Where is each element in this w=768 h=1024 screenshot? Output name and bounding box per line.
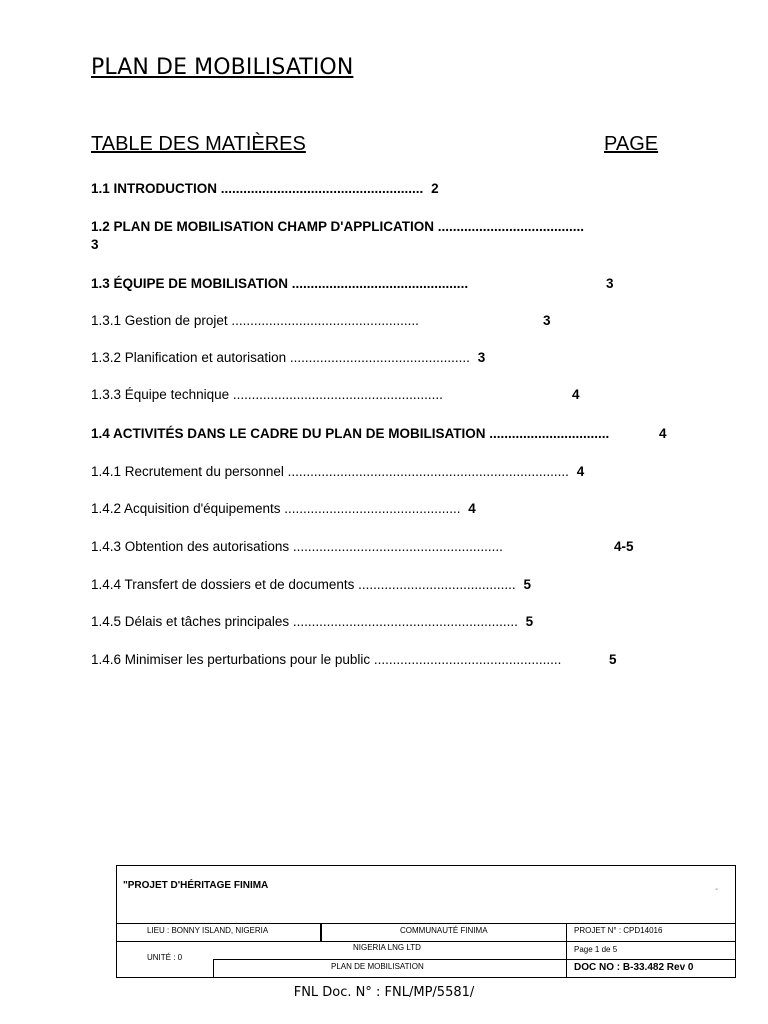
- project-title: "PROJET D'HÉRITAGE FINIMA: [123, 880, 269, 891]
- toc-entry-page: 5: [525, 614, 534, 629]
- toc-entry-page: 4: [572, 387, 580, 402]
- toc-entry-label: 1.4.6 Minimiser les perturbations pour le public ..................................................: [91, 652, 562, 667]
- toc-entry-page: 2: [431, 181, 439, 196]
- toc-entry-1-4-1[interactable]: [91, 464, 584, 479]
- toc-entry-page: 4: [468, 501, 476, 516]
- client-value: NIGERIA LNG LTD: [353, 943, 421, 952]
- toc-entry-1-3-1[interactable]: [91, 313, 419, 328]
- toc-entry-label: 1.3.1 Gestion de projet ..................................................: [91, 313, 419, 328]
- table-divider: [320, 923, 322, 941]
- table-divider: [117, 941, 735, 942]
- toc-entry-page: 3: [91, 237, 99, 252]
- green-mark: -: [715, 884, 719, 895]
- toc-entry-label: 1.3.3 Équipe technique ........................................................: [91, 387, 443, 402]
- toc-entry-1-4-3[interactable]: [91, 539, 503, 554]
- toc-entry-1-4[interactable]: [91, 426, 609, 441]
- toc-entry-page: 3: [477, 350, 486, 365]
- lieu-value: LIEU : BONNY ISLAND, NIGERIA: [147, 926, 269, 935]
- toc-entry-1-3-3[interactable]: [91, 387, 443, 402]
- toc-entry-1-4-2[interactable]: [91, 501, 476, 516]
- fnl-doc-number: FNL Doc. N° : FNL/MP/5581/: [293, 985, 475, 1000]
- document-title: PLAN DE MOBILISATION: [91, 55, 354, 80]
- toc-entry-1-4-5[interactable]: [91, 614, 533, 629]
- table-divider: [566, 923, 567, 978]
- toc-entry-label: 1.4.1 Recrutement du personnel ...........................................................................: [91, 464, 569, 479]
- toc-entry-1-4-4[interactable]: [91, 577, 531, 592]
- toc-entry-label: 1.4 ACTIVITÉS DANS LE CADRE DU PLAN DE MOBILISATION ................................: [91, 426, 610, 441]
- footer-title-block: [116, 865, 736, 978]
- table-divider: [213, 959, 735, 960]
- communaute-value: COMMUNAUTÉ FINIMA: [400, 926, 488, 935]
- toc-entry-page: 3: [543, 313, 551, 328]
- unite-value: UNITÉ : 0: [147, 953, 183, 962]
- toc-page-heading: PAGE: [604, 133, 659, 155]
- toc-entry-label: 1.2 PLAN DE MOBILISATION CHAMP D'APPLICATION .......................................: [91, 219, 585, 234]
- toc-entry-page: 4: [659, 426, 667, 441]
- toc-entry-page: 4-5: [614, 539, 634, 554]
- toc-heading: TABLE DES MATIÈRES: [91, 133, 306, 155]
- toc-entry-page: 3: [606, 276, 614, 291]
- page-value: Page 1 de 5: [574, 945, 618, 954]
- table-divider: [213, 959, 214, 978]
- toc-entry-page: 5: [523, 577, 531, 592]
- toc-entry-1-2[interactable]: [91, 219, 584, 234]
- toc-entry-label: 1.4.2 Acquisition d'équipements ...............................................: [91, 501, 461, 516]
- toc-entry-1-1[interactable]: [91, 181, 439, 196]
- toc-entry-1-3-2[interactable]: [91, 350, 485, 365]
- table-divider: [117, 923, 735, 924]
- plan-value: PLAN DE MOBILISATION: [331, 962, 424, 971]
- projet-no-value: PROJET N° : CPD14016: [574, 926, 663, 935]
- toc-entry-1-4-6[interactable]: [91, 652, 561, 667]
- toc-entry-label: 1.3.2 Planification et autorisation ................................................: [91, 350, 470, 365]
- toc-entry-page: 4: [576, 464, 585, 479]
- toc-entry-label: 1.4.3 Obtention des autorisations ........................................................: [91, 539, 503, 554]
- toc-entry-1-3[interactable]: [91, 276, 468, 291]
- toc-entry-page: 5: [609, 652, 617, 667]
- doc-no-value: DOC NO : B-33.482 Rev 0: [574, 962, 694, 973]
- toc-entry-label: 1.3 ÉQUIPE DE MOBILISATION ...............................................: [91, 276, 469, 291]
- toc-entry-label: 1.1 INTRODUCTION ......................................................: [91, 181, 424, 196]
- toc-entry-label: 1.4.5 Délais et tâches principales ............................................................: [91, 614, 518, 629]
- toc-entry-label: 1.4.4 Transfert de dossiers et de documents ..........................................: [91, 577, 516, 592]
